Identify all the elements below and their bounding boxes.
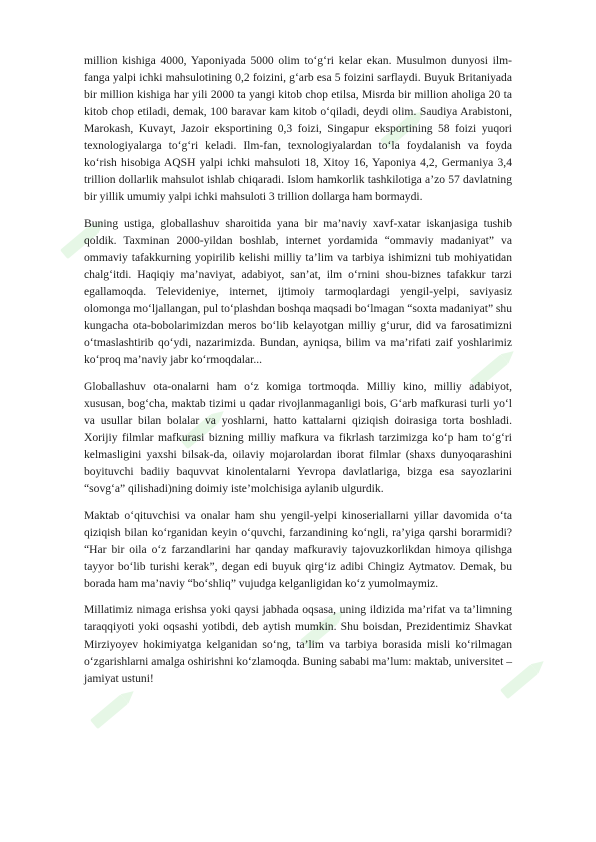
paragraph-1: million kishiga 4000, Yaponiyada 5000 olim to‘g‘ri kelar ekan. Musulmon dunyosi ilm-fanga yalpi ichki mahsulotining 0,2 foizini, g‘arb esa 5 foizini sarflaydi. Buyuk Britaniyada bir million kishiga har yili 2000 ta yangi kitob chop etilsa, Misrda bir million aholiga 20 ta kitob chop etiladi, demak, 100 baravar kam kitob o‘qiladi, deydi olim. Saudiya Arabistoni, Marokash, Kuvayt, Jazoir eksportining 0,3 foizi, Singapur eksportining 58 foizi yuqori texnologiyalarga to‘g‘ri keladi. Ilm-fan, texnologiyalardan to‘la foydalanish va foyda ko‘rish hisobiga AQSH yalpi ichki mahsuloti 18, Xitoy 16, Yaponiya 4,2, Germaniya 3,4 trillion dollarlik mahsulot ishlab chiqaradi. Islom hamkorlik tashkilotiga a’zo 57 davlatning bir yillik umumiy yalpi ichki mahsuloti 3 trillion dollarga ham bormaydi.: [84, 54, 512, 204]
paragraph-2: Buning ustiga, globallashuv sharoitida yana bir ma’naviy xavf-xatar iskanjasiga tushib qoldik. Taxminan 2000-yildan boshlab, internet yordamida “ommaviy madaniyat” va ommaviy tafakkurning yopirilib kelishi milliy ta’lim va tarbiya ishimizni tub mohiyatidan chalg‘itdi. Haqiqiy ma’naviyat, adabiyot, san’at, ilm o‘rnini shou-biznes tafakkur tarzi egallamoqda. Televideniye, internet, ijtimoiy tarmoqlardagi yengil-yelpi, saviyasiz olomonga mo‘ljallangan, pul to‘plashdan boshqa maqsadi bo‘lmagan “soxta madaniyat” shu kungacha ota-bobolarimizdan meros bo‘lib kelayotgan milliy g‘urur, did va farosatimizni o‘tmaslashtirib qo‘ydi, nazarimizda. Bundan, ayniqsa, bilim va ma’rifati zaif yoshlarimiz ko‘proq ma’naviy jabr ko‘rmoqdalar...: [84, 216, 512, 367]
paragraph-5: Millatimiz nimaga erishsa yoki qaysi jabhada oqsasa, uning ildizida ma’rifat va ta’limning taraqqiyoti yoki oqsashi yotibdi, deb aytish mumkin. Shu boisdan, Prezidentimiz Shavkat Mirziyoyev hokimiyatga kelganidan so‘ng, ta’lim va tarbiya borasida misli ko‘rilmagan o‘zgarishlarni amalga oshirishni ko‘zlamoqda. Buning sababi ma’lum: maktab, universitet – jamiyat ustuni!: [84, 603, 512, 685]
paragraph-4: Maktab o‘qituvchisi va onalar ham shu yengil-yelpi kinoseriallarni yillar davomida o‘ta qiziqish bilan ko‘rganidan keyin o‘quvchi, farzandining ko‘ngli, ra’yiga qarshi borarmidi? “Har bir oila o‘z farzandlarini har qanday mafkuraviy tajovuzkorlikdan himoya qilishga tayyor bo‘lib turishi kerak”, degan edi buyuk qirg‘iz adibi Chingiz Aytmatov. Demak, bu borada ham ma’naviy “bo‘shliq” vujudga kelganligidan ko‘z yumolmaymiz.: [84, 508, 512, 590]
paragraph-3: Globallashuv ota-onalarni ham o‘z komiga tortmoqda. Milliy kino, milliy adabiyot, xususan, bog‘cha, maktab tizimi u qadar rivojlanmaganligi bois, G‘arb mafkurasi turli yo‘l va usullar bilan bolalar va yoshlarni, hatto kattalarni qiziqish doirasiga torta boshladi. Xorijiy filmlar mafkurasi bizning milliy mafkura va fikrlash tarzimizga ko‘p ham to‘g‘ri kelmasligini yaxshi bilsak-da, oilaviy mojarolardan iborat filmlar (shaxs dunyoqarashini boyituvchi badiiy baquvvat kinolentalarni Yevropa davlatlariga, bizga esa sayozlarini “sovg‘a” qilishadi)ning doimiy iste’molchisiga aylanib ulgurdik.: [84, 379, 512, 496]
document-page: [84, 52, 512, 696]
